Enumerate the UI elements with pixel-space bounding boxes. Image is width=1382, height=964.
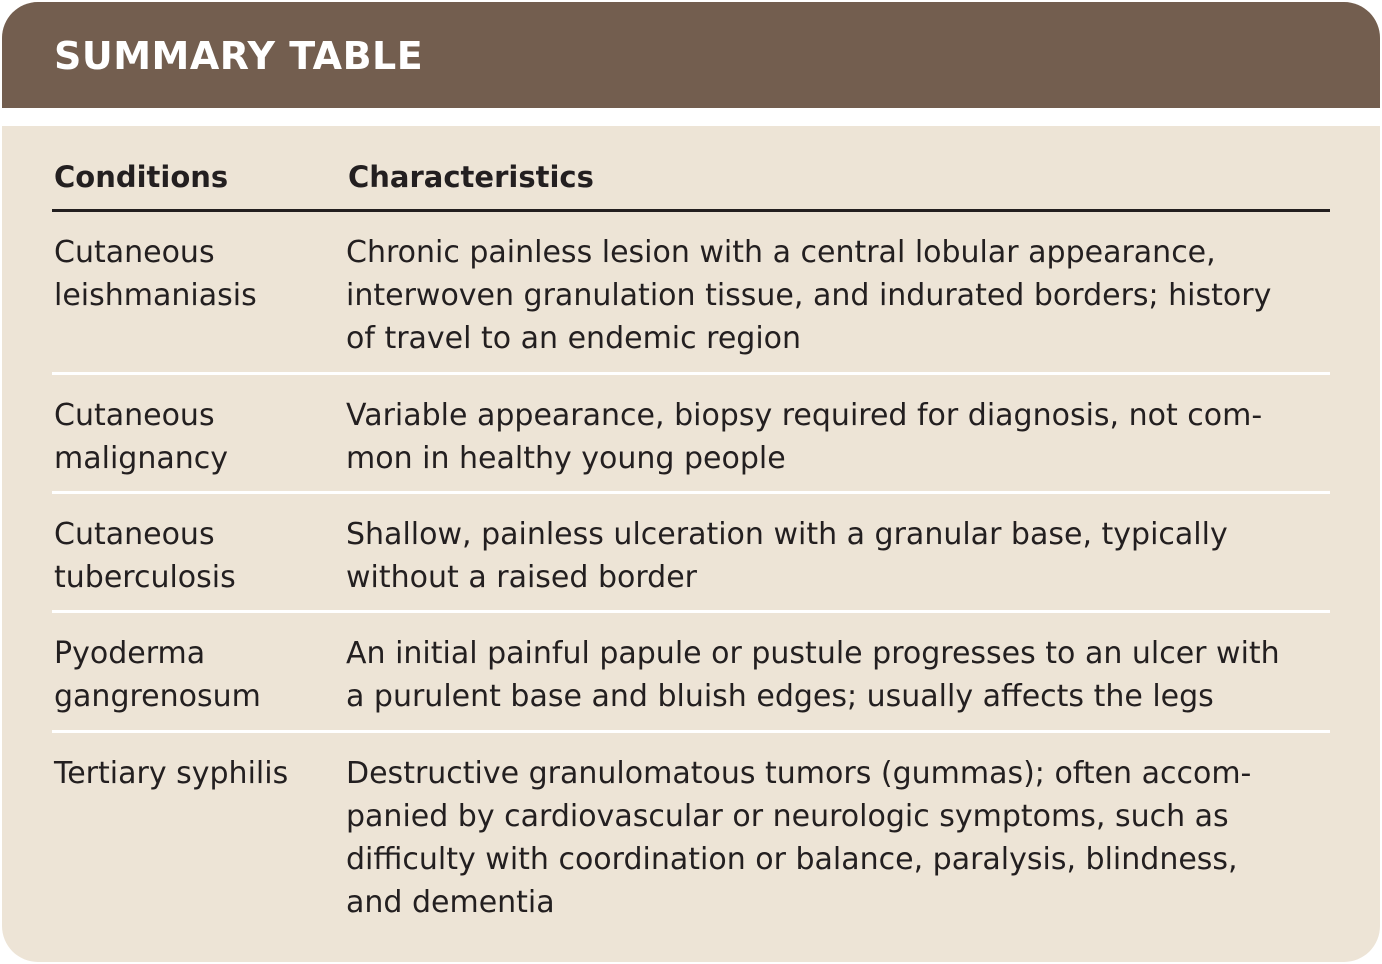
summary-table <box>52 150 1330 933</box>
table-row <box>52 494 1330 613</box>
characteristics-cell: Shallow, painless ulceration with a granular base, typically without a raised border <box>346 517 1228 595</box>
condition-cell: Cutaneous tuberculosis <box>54 517 236 595</box>
condition-cell: Tertiary syphilis <box>54 756 289 791</box>
summary-table-card <box>2 2 1380 962</box>
column-header-characteristics: Characteristics <box>348 160 594 194</box>
characteristics-cell: Destructive granulomatous tumors (gummas); often accom- panied by cardiovascular or neurologic symptoms, such as difficulty with coordination or balance, paralysis, blindness, and dementia <box>346 756 1252 920</box>
characteristics-cell: An initial painful papule or pustule progresses to an ulcer with a purulent base and bluish edges; usually affects the legs <box>346 636 1280 714</box>
table-row <box>52 212 1330 375</box>
condition-cell: Pyoderma gangrenosum <box>54 636 261 714</box>
table-title: SUMMARY TABLE <box>54 34 424 78</box>
characteristics-cell: Variable appearance, biopsy required for diagnosis, not com- mon in healthy young people <box>346 398 1263 476</box>
header-divider <box>2 108 1380 126</box>
table-row <box>52 733 1330 933</box>
table-row <box>52 375 1330 494</box>
table-header-bar <box>2 2 1380 108</box>
column-header-conditions: Conditions <box>54 160 229 194</box>
condition-cell: Cutaneous malignancy <box>54 398 228 476</box>
condition-cell: Cutaneous leishmaniasis <box>54 235 257 313</box>
characteristics-cell: Chronic painless lesion with a central lobular appearance, interwoven granulation tissue, and indurated borders; history of travel to an endemic region <box>346 235 1272 356</box>
table-row <box>52 613 1330 733</box>
table-head <box>52 150 1330 212</box>
